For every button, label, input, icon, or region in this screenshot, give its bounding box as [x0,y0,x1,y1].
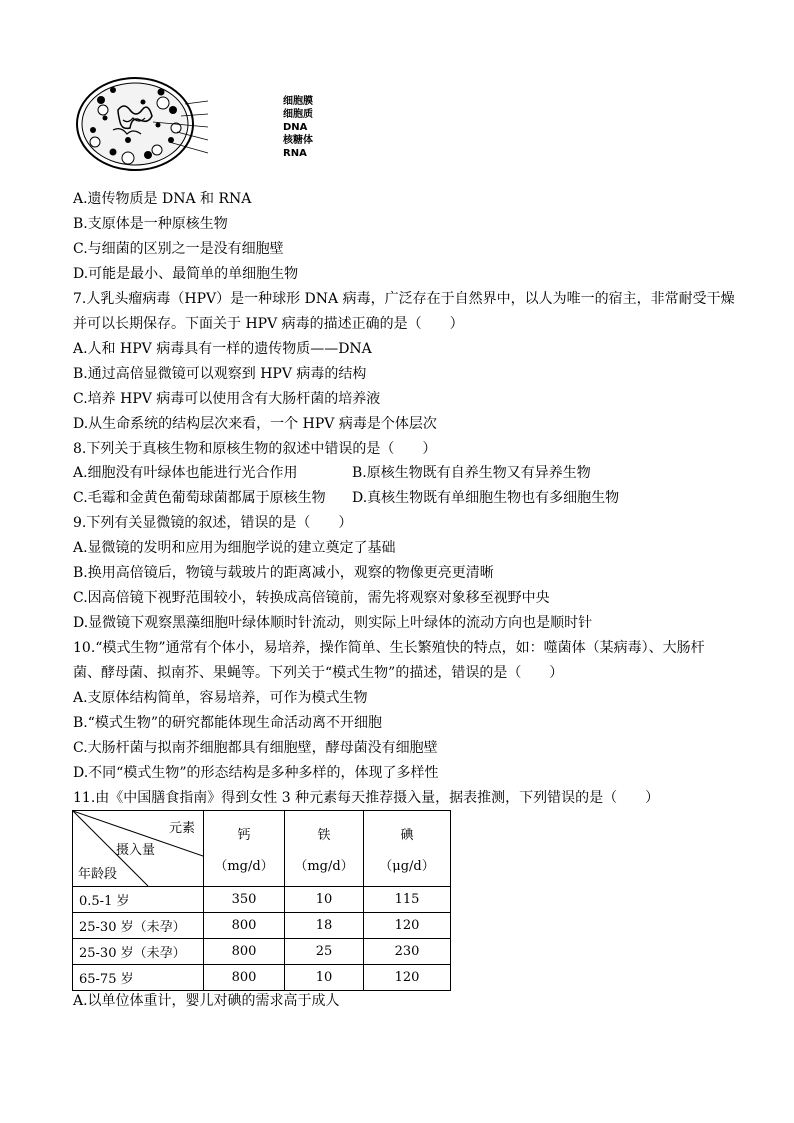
row-age: 0.5-1 岁 [73,887,204,913]
q9-option-c: C.因高倍镜下视野范围较小，转换成高倍镜前，需先将观察对象移至视野中央 [73,590,550,606]
q6-option-b: B.支原体是一种原核生物 [73,216,228,232]
cell-iron: 10 [285,965,364,991]
q9-stem: 9.下列有关显微镜的叙述，错误的是（ ） [73,515,353,531]
table-header-row [73,811,451,887]
q6-option-c: C.与细菌的区别之一是没有细胞壁 [73,241,284,257]
row-age: 25-30 岁（未孕） [73,913,204,939]
corner-intake-label: 摄入量 [116,843,156,858]
label-cytoplasm: 细胞质 [283,109,313,120]
cell-calcium: 800 [204,913,285,939]
cell-iron: 18 [285,913,364,939]
q10-option-c: C.大肠杆菌与拟南芥细胞都具有细胞壁，酵母菌没有细胞壁 [73,740,438,756]
q11-stem: 11.由《中国膳食指南》得到女性 3 种元素每天推荐摄入量，据表推测，下列错误的是（ ） [73,790,660,806]
cell-calcium: 800 [204,965,285,991]
label-rna: RNA [283,148,307,159]
cell-iodine: 120 [364,913,451,939]
q7-stem-line2: 并可以长期保存。下面关于 HPV 病毒的描述正确的是（ ） [73,316,464,332]
q10-option-b: B.“模式生物”的研究都能体现生命活动离不开细胞 [73,715,383,731]
q6-option-a: A.遗传物质是 DNA 和 RNA [73,191,252,207]
label-ribosome: 核糖体 [283,135,313,146]
q11-option-a: A.以单位体重计，婴儿对碘的需求高于成人 [73,993,340,1009]
label-cell-membrane: 细胞膜 [283,96,313,107]
nutrition-table [72,810,451,991]
label-dna: DNA [283,122,308,133]
q9-option-b: B.换用高倍镜后，物镜与载玻片的距离减小，观察的物像更亮更清晰 [73,565,494,581]
q7-option-c: C.培养 HPV 病毒可以使用含有大肠杆菌的培养液 [73,391,381,407]
table-corner-cell [73,811,204,887]
q6-option-d: D.可能是最小、最简单的单细胞生物 [73,266,299,282]
q7-option-d: D.从生命系统的结构层次来看，一个 HPV 病毒是个体层次 [73,416,437,432]
cell-calcium: 800 [204,939,285,965]
table-row [73,887,451,913]
q8-option-c: C.毛霉和金黄色葡萄球菌都属于原核生物 [73,490,326,506]
q7-stem-line1: 7.人乳头瘤病毒（HPV）是一种球形 DNA 病毒，广泛存在于自然界中，以人为唯一的宿主，非常耐受干燥 [73,291,735,307]
q10-option-a: A.支原体结构简单，容易培养，可作为模式生物 [73,690,368,706]
row-age: 65-75 岁 [73,965,204,991]
header-iodine: 碘 （μg/d） [364,811,451,887]
q8-option-a: A.细胞没有叶绿体也能进行光合作用 [73,465,298,481]
cell-iron: 25 [285,939,364,965]
table-row [73,965,451,991]
header-iron: 铁 （mg/d） [285,811,364,887]
q8-option-d: D.真核生物既有单细胞生物也有多细胞生物 [352,490,620,506]
q9-option-a: A.显微镜的发明和应用为细胞学说的建立奠定了基础 [73,540,396,556]
corner-element-label: 元素 [168,821,195,836]
q8-option-b: B.原核生物既有自养生物又有异养生物 [352,465,591,481]
q10-stem-line1: 10.“模式生物”通常有个体小，易培养，操作简单、生长繁殖快的特点，如：噬菌体（某病毒）、大肠杆 [73,640,705,656]
cell-iodine: 115 [364,887,451,913]
cell-iodine: 120 [364,965,451,991]
q9-option-d: D.显微镜下观察黑藻细胞叶绿体顺时针流动，则实际上叶绿体的流动方向也是顺时针 [73,615,593,631]
cell-iron: 10 [285,887,364,913]
table-row [73,939,451,965]
table-row [73,913,451,939]
cell-iodine: 230 [364,939,451,965]
q8-stem: 8.下列关于真核生物和原核生物的叙述中错误的是（ ） [73,441,437,457]
q10-stem-line2: 菌、酵母菌、拟南芥、果蝇等。下列关于“模式生物”的描述，错误的是（ ） [73,665,564,681]
mycoplasma-figure [73,70,313,178]
row-age: 25-30 岁（未孕） [73,939,204,965]
q7-option-a: A.人和 HPV 病毒具有一样的遗传物质——DNA [73,341,372,357]
cell-calcium: 350 [204,887,285,913]
header-calcium: 钙 （mg/d） [204,811,285,887]
cell-diagram-icon [73,70,253,178]
q7-option-b: B.通过高倍显微镜可以观察到 HPV 病毒的结构 [73,366,367,382]
q10-option-d: D.不同“模式生物”的形态结构是多种多样的，体现了多样性 [73,765,439,781]
corner-age-label: 年龄段 [78,867,118,882]
